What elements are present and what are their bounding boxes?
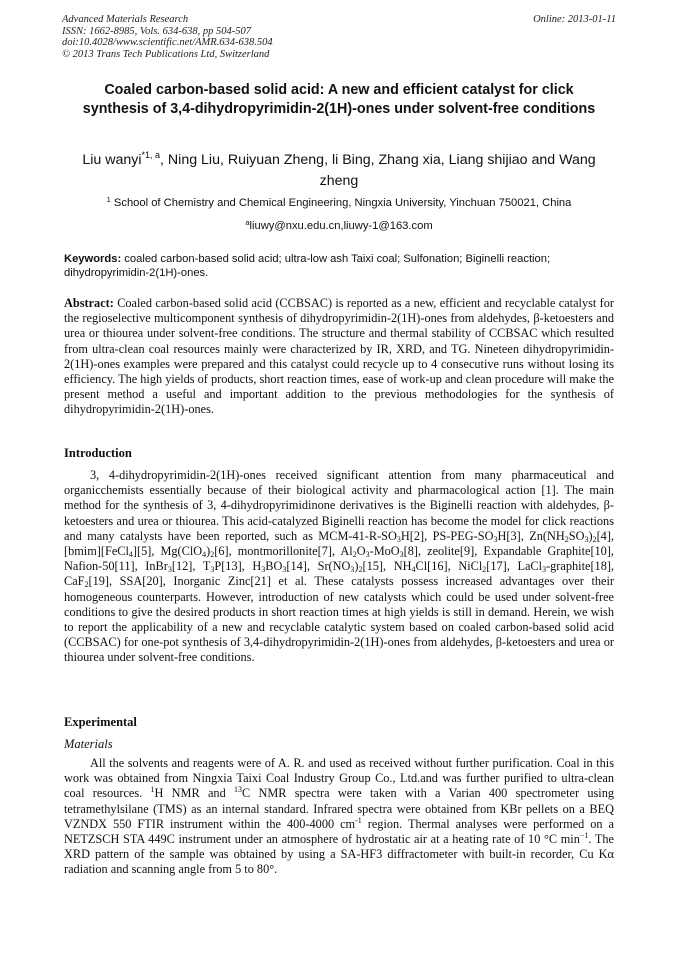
keywords-text: coaled carbon-based solid acid; ultra-low ash Taixi coal; Sulfonation; Biginelli reaction; dihydropyrimidin-2(1H)-ones.: [64, 253, 551, 279]
materials-sup: -1: [355, 815, 362, 825]
intro-sub: 3: [542, 565, 547, 575]
intro-text: H[3], Zn(NH: [497, 528, 565, 543]
affiliation-mark: 1: [106, 195, 111, 204]
intro-text: 3, 4-dihydropyrimidin-2(1H)-ones received significant attention from many pharmaceutical and organicchemists essentially because of their biological activity and pharmacological action [1]. The main method for the synthesis of 3, 4-dihydropyrimidinone derivatives is the Biginelli reaction with aldehydes, β-ketoesters and urea or thiourea. This acid-catalyzed Biginelli reaction has become the model for click reactions and many catalysts have been reported, such as MCM-41-R-SO: [64, 468, 614, 543]
intro-sub: 3: [399, 550, 404, 560]
issn-line: ISSN: 1662-8985, Vols. 634-638, pp 504-507: [62, 25, 251, 37]
intro-text: ): [206, 544, 211, 559]
intro-sub: 4: [202, 550, 207, 560]
intro-text: [17], LaCl: [486, 559, 543, 574]
introduction-heading: Introduction: [64, 446, 132, 460]
email-mark: a: [245, 218, 250, 227]
intro-text: [12], T: [171, 559, 211, 574]
email-line: [62, 219, 616, 233]
intro-sub: 4: [411, 565, 416, 575]
intro-sub: 3: [396, 534, 401, 544]
affiliation-text: School of Chemistry and Chemical Engineering, Ningxia University, Yinchuan 750021, China: [113, 197, 572, 209]
intro-text: [19], SSA[20], Inorganic Zinc[21] et al. These catalysts possess increased advantages over their homogeneous counterparts. However, introduction of new catalysts which could be used under solvent-free conditions to give the desired products in short reaction times at high yields is still in demand. Herein, we wish to report the applicability of a new and recyclable catalytic system based on coaled carbon-based solid acid (CCBSAC) for one-pot synthesis of 3,4-dihydropyrimidin-2(1H)-ones from aldehydes, β-ketoesters and urea or thiourea under solvent-free conditions.: [64, 574, 614, 665]
intro-text: -MoO: [369, 544, 400, 559]
materials-paragraph: [64, 756, 614, 878]
intro-sub: 3: [261, 565, 266, 575]
other-authors: , Ning Liu, Ruiyuan Zheng, li Bing, Zhang xia, Liang shijiao and Wang zheng: [160, 152, 596, 189]
intro-text: BO: [265, 559, 283, 574]
intro-sub: 2: [482, 565, 487, 575]
paper-title: Coaled carbon-based solid acid: A new and efficient catalyst for click synthesis of 3,4-dihydropyrimidin-2(1H)-ones under solvent-free conditions: [82, 82, 596, 118]
intro-text: ): [354, 559, 359, 574]
introduction-body: [64, 468, 614, 666]
intro-sub: 2: [564, 534, 569, 544]
materials-text: H NMR and: [154, 786, 234, 801]
intro-text: O: [356, 544, 366, 559]
intro-sub: 2: [84, 580, 89, 590]
materials-sup: −1: [579, 831, 589, 841]
intro-sub: 2: [352, 550, 357, 560]
abstract: [64, 296, 614, 418]
intro-text: Cl[16], NiCl: [415, 559, 483, 574]
email-text: liuwy@nxu.edu.cn,liuwy-1@163.com: [249, 220, 433, 232]
intro-text: [6], montmorillonite[7], Al: [214, 544, 353, 559]
intro-sub: 3: [350, 565, 355, 575]
journal-header: [62, 14, 616, 60]
intro-text: P[13], H: [214, 559, 262, 574]
intro-text: [15], NH: [362, 559, 412, 574]
doi-line: doi:10.4028/www.scientific.net/AMR.634-638.504: [62, 37, 273, 49]
intro-sub: 3: [493, 534, 498, 544]
introduction-paragraph: [64, 468, 614, 666]
intro-text: [8], zeolite[9], Expandable Graphite[10], Nafion-50[11], InBr: [64, 544, 615, 574]
intro-text: H[2], PS-PEG-SO: [400, 528, 494, 543]
affiliation: [62, 196, 616, 210]
keywords: [64, 253, 614, 280]
intro-sub: 4: [128, 550, 133, 560]
materials-text: All the solvents and reagents were of A. R. and used as received without further purification. Coal in this work was obtained from Ningxia Taixi Coal Industry Group Co., Ltd.and was further purified to ultra-clean coal resources.: [64, 756, 614, 801]
intro-text: ][5], Mg(ClO: [132, 544, 203, 559]
intro-sub: 3: [365, 550, 370, 560]
intro-sub: 2: [592, 534, 597, 544]
abstract-text: Coaled carbon-based solid acid (CCBSAC) is reported as a new, efficient and recyclable catalyst for the regioselective multicomponent synthesis of dihydropyrimidin-2(1H)-ones from aldehydes, β-ketoesters and urea or thiourea under solvent-free conditions. The structure and thermal stability of CCBSAC which resulted from ultra-clean coal resources mainly were characterized by IR, XRD, and TG. Nineteen dihydropyrimidin-2(1H)-ones examples were prepared and this catalyst could recycle up to 4 consecutive runs without losing its efficiency. The high yields of products, short reaction times, ease of work-up and clean procedure will make the present method a useful and important addition to the previous methodologies for the synthesis of dihydropyrimidin-2(1H)-ones.: [64, 296, 614, 417]
first-author-marks: *1, a: [141, 150, 161, 160]
intro-sub: 3: [210, 565, 215, 575]
intro-text: SO: [568, 528, 585, 543]
intro-text: -graphite[18], CaF: [64, 559, 615, 589]
author-list: [70, 150, 608, 192]
intro-sub: 2: [210, 550, 215, 560]
materials-text: C NMR spectra were taken with a Varian 400 spectrometer using tetramethylsilane (TMS) as an internal standard. Infrared spectra were obtained from KBr pellets on a BEQ VZNDX 550 FTIR instrument within the 400-4000 cm: [64, 786, 614, 831]
intro-text: ): [588, 528, 593, 543]
journal-name: Advanced Materials Research: [62, 14, 189, 25]
materials-subheading: Materials: [64, 737, 113, 751]
intro-text: [4], [bmim][FeCl: [64, 528, 614, 559]
intro-sub: 3: [282, 565, 287, 575]
materials-text: region. Thermal analyses were performed on a NETZSCH STA 449C instrument under an atmosphere of hydrostatic air at a heating rate of 10 °C min: [64, 816, 614, 847]
intro-text: [14], Sr(NO: [286, 559, 351, 574]
materials-body: [64, 756, 614, 878]
intro-sub: 3: [584, 534, 589, 544]
intro-sub: 2: [358, 565, 363, 575]
materials-sup: 13: [233, 785, 242, 795]
materials-text: . The XRD pattern of the sample was obtained by using a SA-HF3 diffractometer with built-in recorder, Cu Kα radiation and scanning angle from 5 to 80°.: [64, 832, 614, 877]
copyright-line: © 2013 Trans Tech Publications Ltd, Switzerland: [62, 48, 270, 60]
keywords-label: Keywords:: [64, 253, 122, 265]
first-author: Liu wanyi: [82, 152, 142, 168]
materials-sup: 1: [150, 785, 155, 795]
experimental-heading: Experimental: [64, 715, 137, 729]
abstract-label: Abstract:: [64, 296, 114, 310]
intro-sub: 3: [167, 565, 172, 575]
online-date: Online: 2013-01-11: [533, 14, 616, 25]
